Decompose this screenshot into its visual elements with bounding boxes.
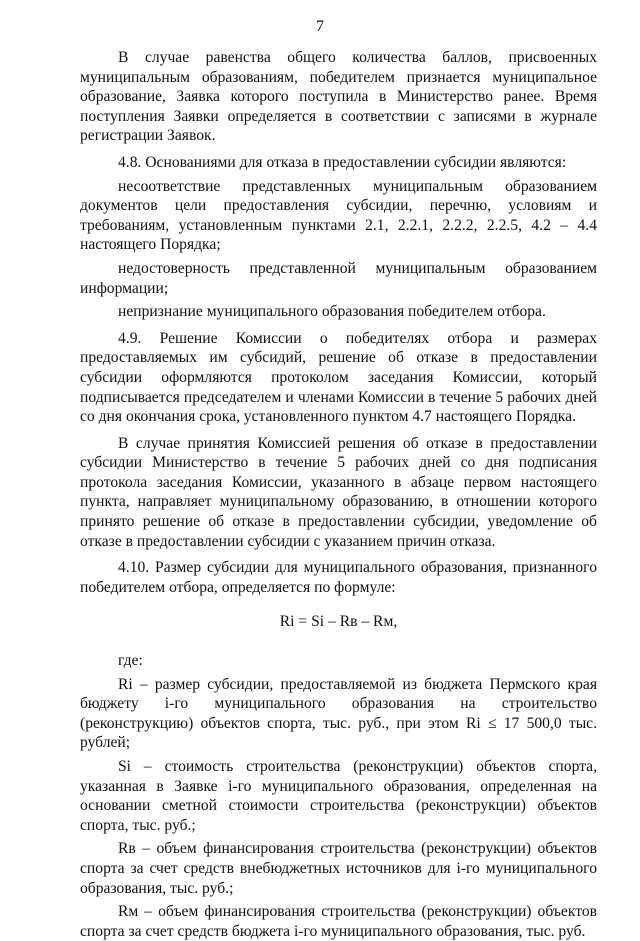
paragraph-refusal-ground-2: недостоверность представленной муниципальным образованием информации; — [80, 259, 597, 297]
paragraph-4-10: 4.10. Размер субсидии для муниципального образования, признанного победителем отбора, определяется по формуле: — [80, 559, 597, 596]
paragraph-refusal-ground-3: непризнание муниципального образования победителем отбора. — [118, 303, 546, 321]
paragraph-4-8-heading: 4.8. Основаниями для отказа в предоставлении субсидии являются: — [118, 153, 567, 171]
definition-rm: Rм – объем финансирования строительства (реконструкции) объектов спорта за счет средств бюджета i-го муниципального образования, тыс. руб. — [80, 903, 597, 940]
paragraph-tie-rule: В случае равенства общего количества баллов, присвоенных муниципальным образованиям, победителем признается муниципальное образование, Заявка которого поступила в Министерство ранее. Время поступления Заявки определяется в соответствии с записями в журнале регистрации Заявок. — [80, 49, 597, 145]
paragraph-refusal-ground-1: несоответствие представленных муниципальным образованием документов цели предоставления субсидии, перечню, условиям и требованиям, установленным пунктами 2.1, 2.2.1, 2.2.2, 2.2.5, 4.2 – 4.4 настоящего Порядка; — [80, 177, 597, 254]
definition-si: Si – стоимость строительства (реконструкции) объектов спорта, указанная в Заявке i-го муниципального образования, определенная на основании сметной стоимости строительства (реконструкции) объектов спорта, тыс. руб.; — [80, 758, 597, 834]
paragraph-refusal-notice: В случае принятия Комиссией решения об отказе в предоставлении субсидии Министерство в течение 5 рабочих дней со дня подписания протокола заседания Комиссии, указанного в абзаце первом настоящего пункта, направляет муниципальному образованию, в отношении которого принято решение об отказе в предоставлении субсидии, уведомление об отказе в предоставлении субсидии с указанием причин отказа. — [80, 434, 597, 550]
definition-ri: Ri – размер субсидии, предоставляемой из бюджета Пермского края бюджету i-го муниципального образования на строительство (реконструкцию) объектов спорта, тыс. руб., при этом Ri ≤ 17 500,0 тыс. рублей; — [80, 675, 597, 752]
definition-rv: Rв – объем финансирования строительства (реконструкции) объектов спорта за счет средств внебюджетных источников для i-го муниципального образования, тыс. руб.; — [80, 840, 597, 897]
definitions-intro: где: — [118, 652, 143, 670]
paragraph-4-9: 4.9. Решение Комиссии о победителях отбора и размерах предоставляемых им субсидий, решение об отказе в предоставлении субсидии оформляются протоколом заседания Комиссии, который подписывается председателем и членами Комиссии в течение 5 рабочих дней со дня окончания срока, установленного пунктом 4.7 настоящего Порядка. — [80, 329, 597, 426]
subsidy-formula: Ri = Si – Rв – Rм, — [279, 613, 398, 631]
page-number: 7 — [316, 18, 324, 35]
document-body — [80, 48, 597, 941]
